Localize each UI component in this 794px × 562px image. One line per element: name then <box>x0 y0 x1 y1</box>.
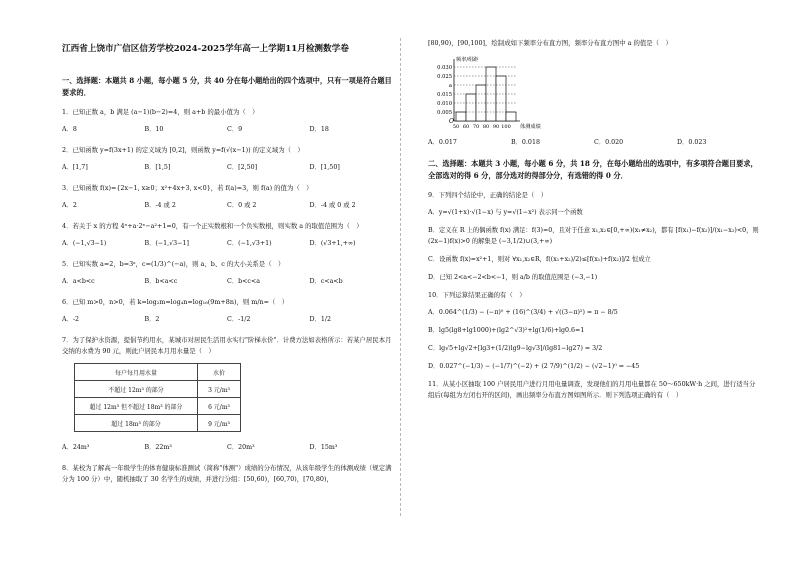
origin-label: O <box>449 118 454 125</box>
y-tick-label: 0.025 <box>437 74 452 80</box>
table-cell: 超过 12m³ 但不超过 18m³ 的部分 <box>75 398 198 415</box>
option-b: B．10 <box>144 126 164 133</box>
x-axis-label: 体测成绩 <box>520 124 541 130</box>
question-3: 3．已知函数 f(x)={2x−1, x≥0；x²+4x+3, x<0}，若 f(a)=3，则 f(a) 的值为（ ） <box>62 184 313 192</box>
question-6-options <box>62 314 392 323</box>
histogram-bar <box>506 112 516 121</box>
histogram-chart <box>428 55 548 133</box>
option-c: C．b<c<a <box>227 278 260 285</box>
q10-option-a: A．0.064^(1/3) − (−π)⁰ + (16)^(3/4) + √((3−π)²) = π − 8/5 <box>428 309 618 316</box>
q9-option-a: A．y=√(1+x)·√(1−x) 与 y=√(1−x²) 表示同一个函数 <box>428 209 583 216</box>
question-3-options <box>62 200 392 209</box>
question-8-continued: [80,90)，[90,100]，绘制成如下频率分布直方图，频率分布直方图中 a 的值是（ ） <box>428 39 672 47</box>
option-c: C．[2,50] <box>227 164 258 171</box>
question-9: 9．下列四个结论中，正确的结论是（ ） <box>428 191 548 199</box>
question-7-options <box>62 442 392 451</box>
option-a: A．0.017 <box>428 139 457 146</box>
option-d: D．0.023 <box>677 139 707 146</box>
x-tick-label: 90 <box>492 124 500 130</box>
question-4-options <box>62 238 392 247</box>
question-7: 7．为了保护水资源，提倡节约用水，某城市对居民生活用水实行"阶梯水价"．计费方法如表格所示：若某户居民本月交纳的水费为 90 元，则此户居民本月用水量是（ ） <box>62 336 392 355</box>
option-a: A．24m³ <box>62 444 90 451</box>
option-a: A．[1,7] <box>62 164 88 171</box>
y-tick-label: 0.030 <box>437 65 452 71</box>
table-header-cell: 每户每月用水量 <box>75 364 198 381</box>
x-tick-label: 80 <box>482 124 490 130</box>
table-row <box>75 381 241 398</box>
option-a: A．(−1,√3−1) <box>62 240 107 247</box>
option-a: A．8 <box>62 126 77 133</box>
option-c: C．0 或 2 <box>227 202 257 209</box>
histogram-bar <box>496 76 506 121</box>
option-d: D．c<a<b <box>309 278 343 285</box>
table-cell: 3 元/m³ <box>198 381 241 398</box>
question-2-options <box>62 162 392 171</box>
q9-option-b: B．定义在 R 上的偶函数 f(x) 满足：f(3)=0，且对于任意 x₁,x₂∈[0,+∞)(x₁≠x₂)，都有 [f(x₁)−f(x₂)]/(x₁−x₂)<0，则 (2x−1)f(x)>0 的解集是 (−3,1/2)∪(3,+∞) <box>428 227 759 245</box>
table-cell: 6 元/m³ <box>198 398 241 415</box>
option-d: D．1/2 <box>309 316 331 323</box>
section-2-header: 二、选择题：本题共 3 小题，每小题 6 分，共 18 分，在每小题给出的选项中，有多项符合题目要求，全部选对的得 6 分，部分选对的得部分分，有选错的得 0 分． <box>428 159 758 180</box>
option-d: D．15m³ <box>309 444 338 451</box>
table-cell: 9 元/m³ <box>198 415 241 432</box>
histogram-bar <box>456 112 466 121</box>
q10-option-c: C．lg√5+lg√2+[lg3+(1/2)lg9−lg√3]/(lg81−lg27) = 3/2 <box>428 345 603 352</box>
option-c: C．(−1,√3+1) <box>227 240 272 247</box>
q10-option-d: D．0.027^(−1/3) − (−1/7)^(−2) + (2 7/9)^(1/2) − (√2−1)⁰ = −45 <box>428 363 640 370</box>
q10-option-b: B．lg5(lg8+lg1000)+(lg2^√3)²+lg(1/6)+lg0.6=1 <box>428 327 585 334</box>
left-column <box>62 38 392 491</box>
x-tick-label: 100 <box>501 124 511 130</box>
option-c: C．0.020 <box>594 139 624 146</box>
option-d: D．[1,50] <box>309 164 340 171</box>
option-d: D．(√3+1,+∞) <box>309 240 356 247</box>
option-a: A．a<b<c <box>62 278 95 285</box>
water-price-table <box>74 363 241 432</box>
y-axis-label: 频率/组距 <box>456 57 479 63</box>
y-tick-label: 0.005 <box>437 110 452 116</box>
option-b: B．2 <box>144 316 160 323</box>
histogram-bar <box>466 94 476 121</box>
option-b: B．(−1,√3−1] <box>144 240 189 247</box>
x-tick-label: 50 <box>452 124 460 130</box>
question-4: 4．若关于 x 的方程 4ˣ+a·2ˣ−a²+1=0，有一个正实数根和一个负实数根，则实数 a 的取值范围为（ ） <box>62 222 363 230</box>
question-6: 6．已知 m>0，n>0，若 k=log₂m=log₄n=log₁₆(9m+8n)，则 m/n=（ ） <box>62 298 289 306</box>
question-11: 11．从某小区抽取 100 户居民用户进行月用电量调查，发现他们的月用电量都在 50～650kW·h 之间，进行适当分组后(每组为左闭右开的区间)，画出频率分布直方图如图所示．则下列选项正确的有（ ） <box>428 380 756 399</box>
q9-option-d: D．已知 2<a<−2<b<−1，则 a/b 的取值范围是 (−3,−1) <box>428 274 598 281</box>
table-header-cell: 水价 <box>198 364 241 381</box>
option-b: B．-4 或 2 <box>144 202 176 209</box>
option-c: C．9 <box>227 126 243 133</box>
table-cell: 超过 18m³ 的部分 <box>75 415 198 432</box>
question-10: 10．下列运算结果正确的有（ ） <box>428 291 526 299</box>
question-1: 1．已知正数 a，b 满足 (a−1)(b−2)=4，则 a+b 的最小值为（ ） <box>62 108 259 116</box>
option-d: D．-4 或 0 或 2 <box>309 202 356 209</box>
question-5-options <box>62 276 392 285</box>
option-d: D．18 <box>309 126 329 133</box>
column-divider <box>400 38 401 516</box>
option-a: A．-2 <box>62 316 79 323</box>
option-a: A．2 <box>62 202 77 209</box>
option-b: B．22m³ <box>144 444 172 451</box>
question-2: 2．已知函数 y=f(3x+1) 的定义域为 [0,2]，则函数 y=f(√(x−1)) 的定义域为（ ） <box>62 146 304 154</box>
question-8: 8．某校为了解高一年级学生的体育健康标准测试（简称"体测"）成绩的分布情况，从该年级学生的体测成绩（规定满分为 100 分）中，随机抽取了 30 名学生的成绩，并进行分组：[50,60)，[60,70)，[70,80)， <box>62 464 392 483</box>
option-c: C．-1/2 <box>227 316 251 323</box>
option-b: B．[1,5] <box>144 164 171 171</box>
option-b: B．0.018 <box>511 139 540 146</box>
option-c: C．20m³ <box>227 444 255 451</box>
y-tick-label: 0.015 <box>437 92 452 98</box>
y-tick-label: a <box>448 83 452 89</box>
question-8-options <box>428 137 760 146</box>
table-cell: 不超过 12m³ 的部分 <box>75 381 198 398</box>
option-b: B．b<a<c <box>144 278 178 285</box>
table-row <box>75 398 241 415</box>
section-1-header: 一、选择题：本题共 8 小题，每小题 5 分，共 40 分在每小题给出的四个选项中，只有一项是符合题目要求的． <box>62 76 392 97</box>
table-row <box>75 415 241 432</box>
x-tick-label: 70 <box>472 124 480 130</box>
right-column <box>428 38 760 407</box>
question-5: 5．已知实数 a=2，b=3ᵃ，c=(1/3)^(−a)，则 a、b、c 的大小关系是（ ） <box>62 260 285 268</box>
histogram-figure <box>428 55 760 133</box>
q9-option-c: C．设函数 f(x)=x²+1，则对 ∀x₁,x₂∈R，f((x₁+x₂)/2)≤[f(x₁)+f(x₂)]/2 恒成立 <box>428 256 651 263</box>
table-header-row <box>75 364 241 381</box>
x-tick-label: 60 <box>462 124 470 130</box>
doc-title: 江西省上饶市广信区信芳学校2024-2025学年高一上学期11月检测数学卷 <box>62 44 349 54</box>
y-tick-label: 0.010 <box>437 101 452 107</box>
question-1-options <box>62 124 392 133</box>
